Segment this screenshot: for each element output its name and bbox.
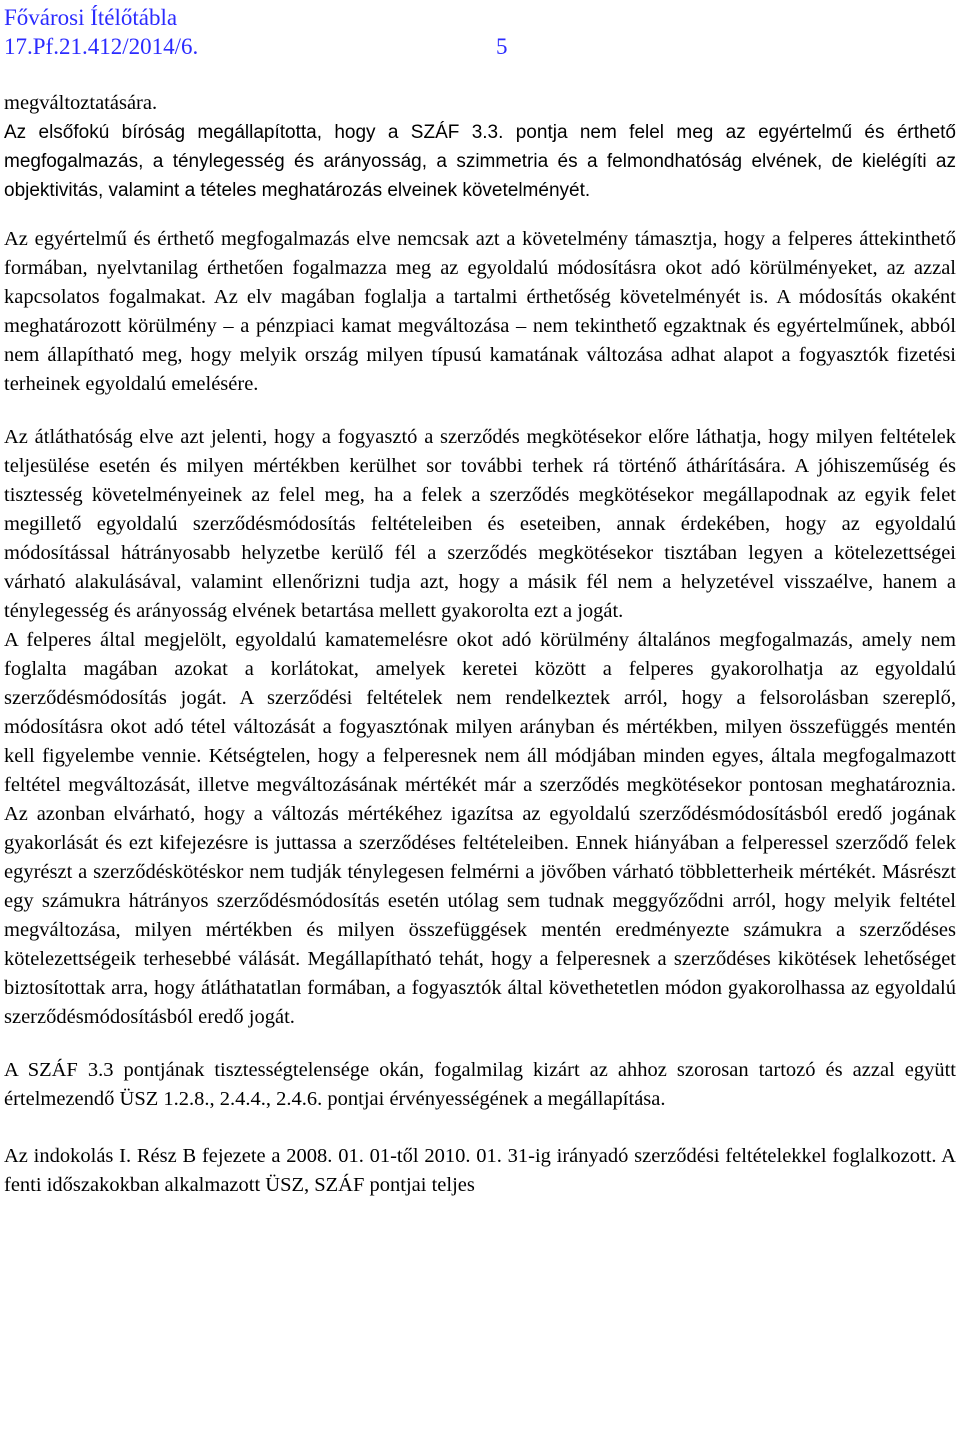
- paragraph-spacer: [4, 205, 956, 225]
- paragraph-szaf-unfairness: A SZÁF 3.3 pontjának tisztességtelensége okán, fogalmilag kizárt az ahhoz szorosan tartozó és azzal együtt értelmezendő ÜSZ 1.2.8., 2.4.4., 2.4.6. pontjai érvényességének a megállapítása.: [4, 1059, 956, 1110]
- paragraph-lead: megváltoztatására.: [4, 92, 158, 114]
- document-body: [4, 89, 956, 1200]
- paragraph-spacer: [4, 399, 956, 423]
- case-number: 17.Pf.21.412/2014/6.: [4, 34, 199, 59]
- paragraph-first-instance-finding: Az elsőfokú bíróság megállapította, hogy a SZÁF 3.3. pontja nem felel meg az egyértelmű és érthető megfogalmazás, a ténylegesség és arányosság, a szimmetria és a felmondhatóság elvének, de kielégíti az objektivitás, valamint a tételes meghatározás elveinek követelményét.: [4, 122, 956, 201]
- court-name: Fővárosi Ítélőtábla: [4, 5, 178, 30]
- paragraph-spacer: [4, 1032, 956, 1056]
- case-header: [4, 33, 524, 61]
- paragraph-spacer: [4, 1114, 956, 1142]
- paragraph-plaintiff-circumstance: A felperes által megjelölt, egyoldalú kamatemelésre okot adó körülmény általános megfogalmazás, amely nem foglalta magában azokat a korlátokat, amelyek keretei között a felperes gyakorolhatja az egyoldalú szerződésmódosítás jogát. A szerződési feltételek nem rendelkeztek arról, hogy a felsorolásban szereplő, módosításra okot adó tétel változását a fogyasztónak milyen arányban és mértékben, milyen összefüggés mentén kell figyelembe vennie. Kétségtelen, hogy a felperesnek nem áll módjában minden egyes, általa megfogalmazott feltétel megváltozását, illetve megváltozásának mértékét már a szerződés megkötésekor pontosan meghatároznia. Az azonban elvárható, hogy a változás mértékéhez igazítsa az egyoldalú szerződésmódosításból eredő jogának gyakorlását és ezt kifejezésre is juttassa a szerződéses feltételeiben. Ennek hiányában a felperessel szerződő felek egyrészt a szerződéskötéskor nem tudják ténylegesen felmérni a jövőben várható többletterheik mértékét. Másrészt egy számukra hátrányos szerződésmódosítás esetén utólag sem tudnak meggyőződni arról, hogy melyik feltétel megváltozása, milyen mértékben és milyen összefüggések mentén eredményezte számukra a szerződéses kötelezettségeik terhesebbé válását. Megállapítható tehát, hogy a felperesnek a szerződéses kikötések lehetőséget biztosítottak arra, hogy átláthatatlan formában, a fogyasztók által követhetetlen módon gyakorolhassa az egyoldalú szerződésmódosításból eredő jogát.: [4, 629, 956, 1028]
- paragraph-transparency-principle: Az átláthatóság elve azt jelenti, hogy a fogyasztó a szerződés megkötésekor előre láthatja, hogy milyen feltételek teljesülése esetén és milyen mértékben kerülhet sor további terhek rá történő áthárítására. A jóhiszeműség és tisztesség követelményeinek az felel meg, ha a felek a szerződés megkötésekor megállapodnak az egyik felet megillető egyoldalú szerződésmódosítás feltételeiben és eseteiben, annak érdekében, hogy az egyoldalú módosítással hátrányosabb helyzetbe kerülő fél a szerződés megkötésekor tisztában legyen a kötelezettségei várható alakulásával, valamint ellenőrizni tudja azt, hogy a másik fél nem a helyzetével visszaélve, hanem a ténylegesség és arányosság elvének betartása mellett gyakorolta ezt a jogát.: [4, 426, 956, 622]
- paragraph-clarity-principle: Az egyértelmű és érthető megfogalmazás elve nemcsak azt a követelmény támasztja, hogy a felperes áttekinthető formában, nyelvtanilag érthetően fogalmazza meg az egyoldalú módosításra okot adó körülményeket, az azzal kapcsolatos fogalmakat. Az elv magában foglalja a tartalmi érthetőség követelményét is. A módosítás okaként meghatározott körülmény – a pénzpiaci kamat megváltozása – nem tekinthető egzaktnak és egyértelműnek, abból nem állapítható meg, hogy melyik ország milyen típusú kamatának változása adhat alapot a fogyasztók fizetési terheinek egyoldalú emelésére.: [4, 228, 956, 395]
- paragraph-reasoning-section: Az indokolás I. Rész B fejezete a 2008. 01. 01-től 2010. 01. 31-ig irányadó szerződési feltételekkel foglalkozott. A fenti időszakokban alkalmazott ÜSZ, SZÁF pontjai teljes: [4, 1145, 956, 1196]
- page-number: 5: [496, 34, 508, 59]
